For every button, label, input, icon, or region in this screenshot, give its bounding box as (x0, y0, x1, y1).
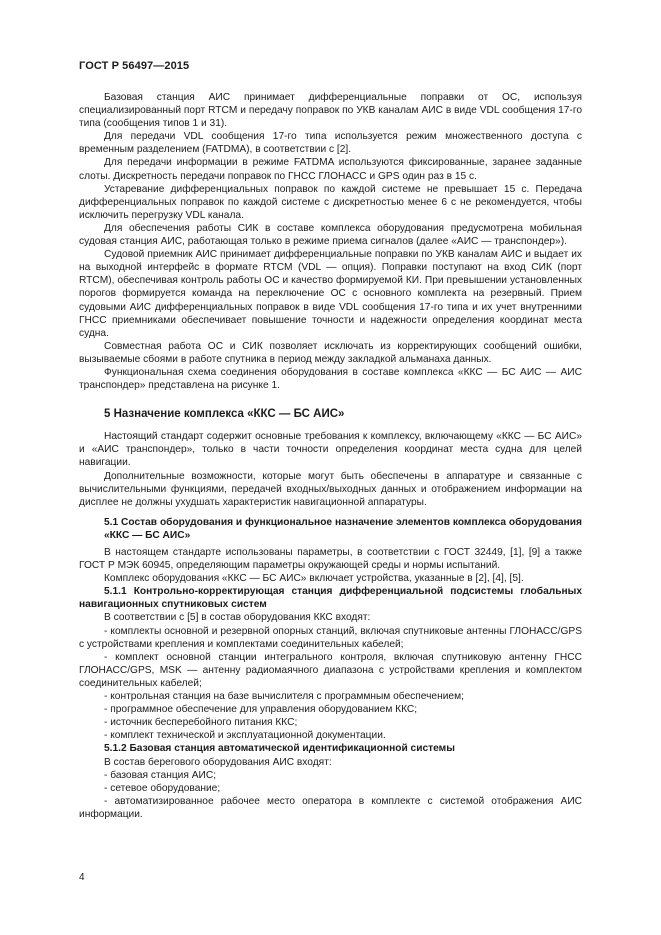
paragraph: Устаревание дифференциальных поправок по каждой системе не превышает 15 с. Передача дифференциальных поправок по каждой системе с дискретностью менее 6 с не рекомендуется, чтобы исключить перегрузку VDL канала. (79, 183, 582, 221)
paragraph: Совместная работа ОС и СИК позволяет исключать из корректирующих сообщений ошибки, вызываемые сбоями в работе спутника в период между закладкой альманаха данных. (79, 340, 582, 365)
paragraph: Функциональная схема соединения оборудования в составе комплекса «ККС — БС АИС — АИС транспондер» представлена на рисунке 1. (79, 366, 582, 392)
page-number: 4 (79, 872, 85, 883)
list-item: - комплект технической и эксплуатационной документации. (104, 730, 386, 742)
list-item: - источник бесперебойного питания ККС; (104, 717, 298, 729)
section-5-1-heading: 5.1 Состав оборудования и функциональное назначение элементов комплекса оборудования «ККС — БС АИС» (104, 516, 582, 541)
paragraph: В соответствии с [5] в состав оборудования ККС входят: (104, 612, 371, 624)
paragraph: Комплекс оборудования «ККС — БС АИС» включает устройства, указанные в [2], [4], [5]. (104, 573, 524, 585)
paragraph: Для обеспечения работы СИК в составе комплекса оборудования предусмотрена мобильная судовая станция АИС, работающая только в режиме приема сигналов (далее «АИС — транспондер»). (79, 222, 582, 248)
page-body (79, 91, 582, 821)
section-5-heading: 5 Назначение комплекса «ККС — БС АИС» (104, 408, 345, 421)
list-item: - сетевое оборудование; (104, 782, 221, 794)
list-item: - контрольная станция на базе вычислителя с программным обеспечением; (104, 691, 464, 703)
document-code-header: ГОСТ Р 56497—2015 (79, 60, 190, 72)
list-item: - базовая станция АИС; (104, 769, 217, 781)
paragraph: Дополнительные возможности, которые могут быть обеспечены в аппаратуре и связанные с вычислительными функциями, передачей входных/выходных данных и отображением информации на дисплее не должны ухудшать характеристик навигационной аппаратуры. (79, 470, 582, 508)
list-item: - программное обеспечение для управления оборудованием ККС; (104, 704, 418, 716)
list-item: - автоматизированное рабочее место оператора в комплекте с системой отображения АИС информации. (79, 795, 582, 820)
paragraph: В настоящем стандарте использованы параметры, в соответствии с ГОСТ 32449, [1], [9] а также ГОСТ Р МЭК 60945, определяющим параметры окружающей среды и нормы испытаний. (79, 547, 582, 572)
list-item: - комплект основной станции интегрального контроля, включая спутниковую антенну ГНСС ГЛОНАСС/GPS, MSK — антенну радиомаячного диапазона с устройствами крепления и комплектом соединительных кабелей; (79, 651, 582, 689)
paragraph: В состав берегового оборудования АИС входят: (104, 756, 332, 768)
list-item: - комплекты основной и резервной опорных станций, включая спутниковые антенны ГЛОНАСС/GPS с устройствами крепления и комплектами соединительных кабелей; (79, 625, 582, 650)
paragraph: Судовой приемник АИС принимает дифференциальные поправки по УКВ каналам АИС и выдает их на выходной интерфейс в формате RTCM (VDL — опция). Поправки поступают на вход СИК (порт RTCM), обеспечивая контроль работы ОС и качество формируемой КИ. При превышении установленных порогов формируется команда на переключение ОС с основного комплекта на резервный. Прием судовыми АИС дифференциальных поправок в виде VDL сообщения 17-го типа и их учет внутренними ГНСС приемниками обеспечивает повышение точности и надежности определения координат места судна. (79, 249, 582, 339)
paragraph: Для передачи VDL сообщения 17-го типа используется режим множественного доступа с временным разделением (FATDMA), в соответствии с [2]. (79, 131, 582, 156)
section-5-1-1-heading: 5.1.1 Контрольно-корректирующая станция дифференциальной подсистемы глобальных навигационных спутниковых систем (79, 586, 582, 611)
paragraph: Для передачи информации в режиме FATDMA используются фиксированные, заранее заданные слоты. Дискретность передачи поправок по ГНСС ГЛОНАСС и GPS один раз в 15 с. (79, 157, 582, 182)
paragraph: Базовая станция АИС принимает дифференциальные поправки от ОС, используя специализированный порт RTCM и передачу поправок по УКВ каналам АИС в виде VDL сообщения 17-го типа (сообщения типов 1 и 31). (79, 92, 582, 130)
section-5-1-2-heading: 5.1.2 Базовая станция автоматической идентификационной системы (104, 743, 455, 755)
paragraph: Настоящий стандарт содержит основные требования к комплексу, включающему «ККС — БС АИС» и «АИС транспондер», только в части точности определения координат места судна для целей навигации. (79, 431, 582, 469)
